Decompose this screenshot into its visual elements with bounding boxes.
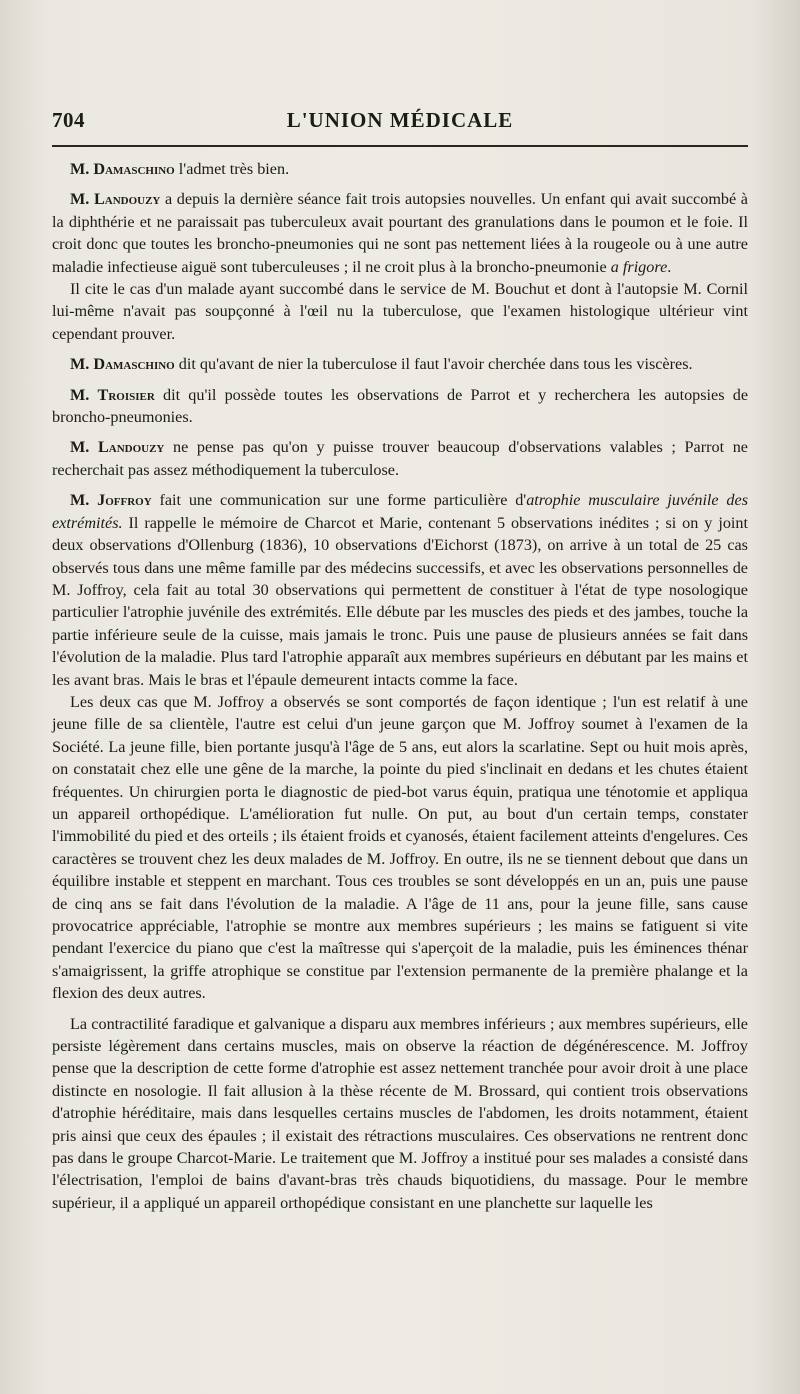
speaker-title: M. <box>70 160 90 178</box>
page-header <box>52 108 748 142</box>
paragraph-text: Il cite le cas d'un malade ayant succombé dans le service de M. Bouchut et dont à l'autopsie M. Cornil lui-même n'avait pas soupçonné à l'œil nu la tuberculose, que l'examen histologique ultérieur vint cependant prouver. <box>52 280 748 343</box>
paragraph-text: ne pense pas qu'on y puisse trouver beaucoup d'observations valables ; Parrot ne recherchait pas assez méthodiquement la tuberculose. <box>52 438 748 479</box>
speaker-title: M. <box>70 190 90 209</box>
paragraph-text: dit qu'avant de nier la tuberculose il faut l'avoir cherchée dans tous les viscères. <box>174 355 693 374</box>
paragraph-damaschino-1 <box>52 158 748 180</box>
paragraph-text: a depuis la dernière séance fait trois autopsies nouvelles. Un enfant qui avait succombé à la diphthérie et ne paraissait pas tuberculeux avait pourtant des granulations dans le poumon et le foie. Il croit donc que toutes les broncho-pneumonies qui ne sont pas nettement liées à la rougeole ou à une autre maladie infectieuse aiguë sont tuberculeuses ; il ne croit plus à la broncho-pneumonie <box>52 190 748 276</box>
running-title: L'UNION MÉDICALE <box>286 108 514 132</box>
paragraph-bouchut-case <box>52 278 748 345</box>
paragraph-troisier <box>52 384 748 429</box>
italic-phrase: atrophie musculaire juvénile des extrémités. <box>52 491 748 532</box>
paragraph-text: La contractilité faradique et galvanique a disparu aux membres inférieurs ; aux membres supérieurs, elle persiste légèrement dans certains muscles, mais on observe la réaction de dégénérescence. M. Joffroy pense que la description de cette forme d'atrophie est assez nettement tranchée pour avoir droit à une place distincte en nosologie. Il fait allusion à la thèse récente de M. Brossard, qui contient trois observations d'atrophie héréditaire, mais dans lesquelles certains muscles de l'abdomen, les droits notamment, étaient pris ainsi que ceux des épaules ; il existait des rétractions musculaires. Ces observations ne rentrent donc pas dans le groupe Charcot-Marie. Le traitement que M. Joffroy a institué pour ses malades a consisté dans l'électrisation, l'emploi de bains d'avant-bras très chauds biquotidiens, du massage. Pour le membre supérieur, il a appliqué un appareil orthopédique consistant en une planchette sur laquelle les <box>52 1014 748 1212</box>
paragraph-text-end: . <box>667 257 672 276</box>
speaker-title: M. <box>70 355 90 374</box>
speaker-name: Landouzy <box>93 190 161 209</box>
paragraph-landouzy-1 <box>52 188 748 278</box>
speaker-name: Joffroy <box>97 491 152 510</box>
paragraph-contractility <box>52 1013 748 1215</box>
speaker-name: Damaschino <box>93 355 175 374</box>
paragraph-joffroy <box>52 489 748 691</box>
body-text <box>52 158 748 1214</box>
speaker-name: Landouzy <box>97 438 165 457</box>
speaker-name: Troisier <box>97 385 155 404</box>
paragraph-text: fait une communication sur une forme particulière d' <box>151 491 527 510</box>
paragraph-text-continued: Il rappelle le mémoire de Charcot et Marie, contenant 5 observations inédites ; si on y joint deux observations d'Ollenburg (1836), 10 observations d'Eichorst (1873), on arrive à un total de 25 cas observés tous dans une même famille par des médecins successifs, et avec les observations personnelles de M. Joffroy, cela fait au total 30 observations qui permettent de constituer à l'état de type nosologique particulier l'atrophie juvénile des extrémités. Elle débute par les muscles des pieds et des jambes, touche la partie inférieure seule de la cuisse, mais jamais le tronc. Puis une pause de plusieurs années se fait dans l'évolution de la maladie. Plus tard l'atrophie apparaît aux membres supérieurs en débutant par les mains et les avant bras. Mais le bras et l'épaule demeurent intacts comme la face. <box>52 513 748 689</box>
paragraph-damaschino-2 <box>52 353 748 375</box>
italic-phrase: a frigore <box>610 257 668 276</box>
paragraph-text: l'admet très bien. <box>174 160 290 178</box>
paragraph-landouzy-2 <box>52 436 748 481</box>
paragraph-text: dit qu'il possède toutes les observations de Parrot et y recherchera les autopsies de broncho-pneumonies. <box>52 385 749 427</box>
speaker-name: Damaschino <box>93 160 175 178</box>
speaker-title: M. <box>70 438 90 457</box>
page-number: 704 <box>52 108 85 132</box>
paragraph-text: Les deux cas que M. Joffroy a observés se sont comportés de façon identique ; l'un est relatif à une jeune fille de sa clientèle, l'autre est celui d'un jeune garçon que M. Joffroy soumet à l'examen de la Société. La jeune fille, bien portante jusqu'à l'âge de 5 ans, eut alors la scarlatine. Sept ou huit mois après, on constatait chez elle une gêne de la marche, la pointe du pied s'inclinait en dedans et les chutes étaient fréquentes. Un chirurgien porta le diagnostic de pied-bot varus équin, pratiqua une ténotomie et appliqua un appareil orthopédique. L'amélioration fut nulle. On put, au bout d'un certain temps, constater l'immobilité du pied et des orteils ; ils étaient froids et cyanosés, étaient facilement atteints d'engelures. Ces caractères se trouvent chez les deux malades de M. Joffroy. En outre, ils ne se tiennent debout que dans un équilibre instable et steppent en marchant. Tous ces troubles se sont développés en un an, puis une pause de cinq ans se fait dans l'évolution de la maladie. A l'âge de 11 ans, pour la jeune fille, sans cause provocatrice appréciable, l'atrophie se montre aux membres supérieurs ; les mains se fatiguent si vite pendant l'exercice du piano que c'est la maîtresse qui s'aperçoit de la maladie, puis les éminences thénar s'amaigrissent, la griffe atrophique se constitue par l'extension permanente de la première phalange et la flexion des deux autres. <box>52 692 748 1003</box>
paragraph-two-cases <box>52 691 748 1005</box>
header-rule <box>52 145 748 147</box>
speaker-title: M. <box>70 491 90 510</box>
speaker-title: M. <box>70 385 90 404</box>
